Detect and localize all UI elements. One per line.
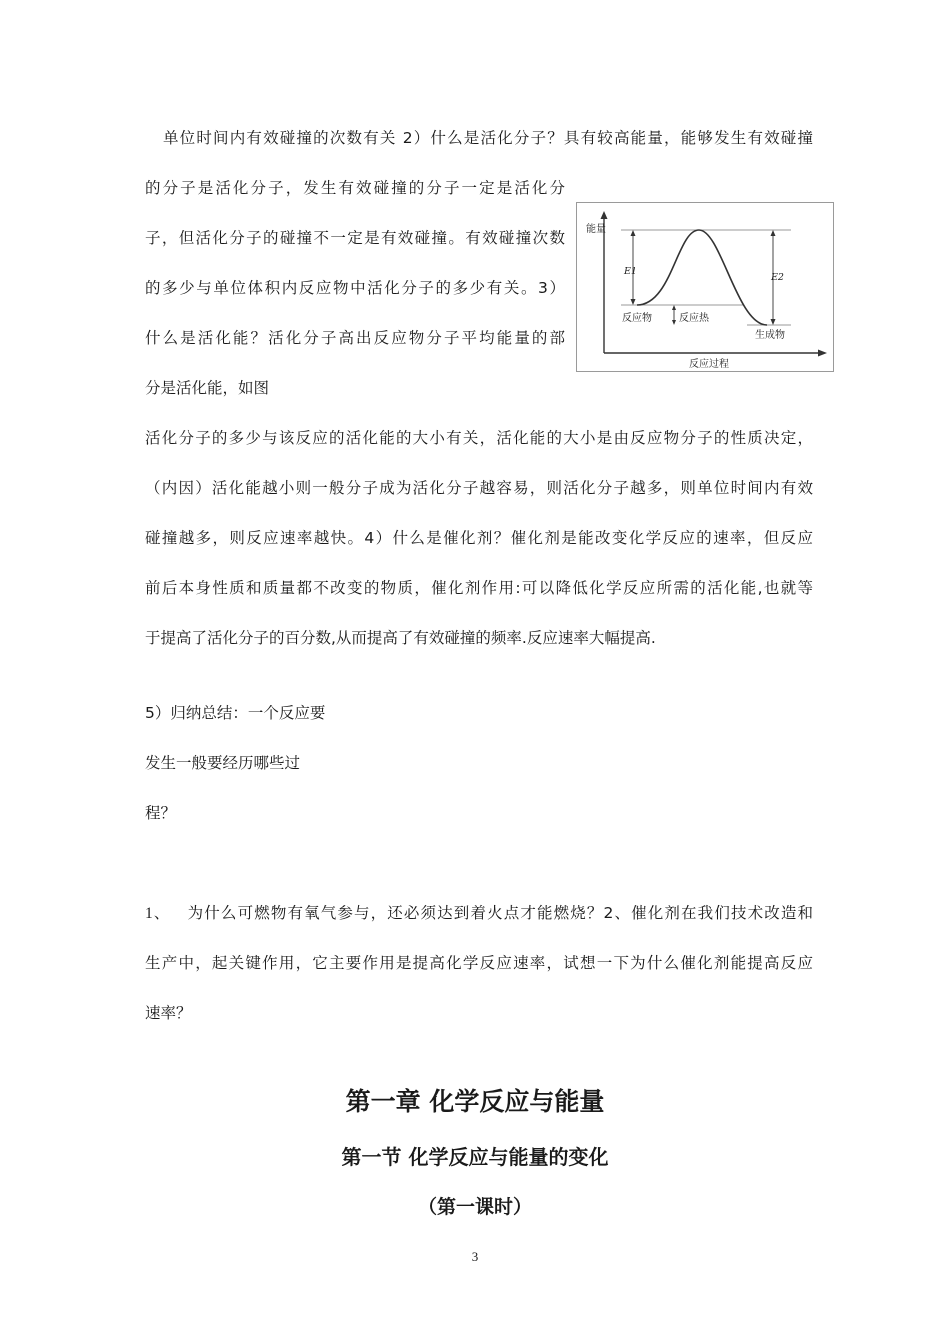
energy-diagram: [577, 203, 833, 371]
section-title: 第一节 化学反应与能量的变化: [341, 1145, 609, 1169]
y-axis-arrow-icon: [601, 211, 608, 219]
page-number: 3: [471, 1249, 479, 1264]
e1-arrow-down-icon: [631, 299, 636, 305]
e1-label: E1: [624, 266, 637, 277]
e2-arrow-up-icon: [771, 230, 776, 236]
e2-arrow-down-icon: [771, 319, 776, 325]
heat-label: 反应热: [679, 313, 709, 324]
paragraph-line: 活化分子的多少与该反应的活化能的大小有关，活化能的大小是由反应物分子的性质决定，: [145, 429, 813, 447]
paragraph-line: 5）归纳总结：一个反应要: [145, 704, 326, 722]
x-axis-arrow-icon: [818, 350, 827, 357]
paragraph-line: 的分子是活化分子，发生有效碰撞的分子一定是活化分: [145, 179, 565, 197]
heat-arrow-down-icon: [672, 320, 676, 325]
paragraph-line: 程？: [145, 804, 177, 822]
question-line: 速率？: [145, 1004, 192, 1022]
paragraph-line: 发生一般要经历哪些过: [145, 754, 301, 772]
x-axis-label: 反应过程: [689, 359, 729, 370]
paragraph-line: 于提高了活化分子的百分数,从而提高了有效碰撞的频率.反应速率大幅提高.: [145, 629, 656, 647]
paragraph-line: 什么是活化能？活化分子高出反应物分子平均能量的部: [145, 329, 565, 347]
paragraph-line: 前后本身性质和质量都不改变的物质，催化剂作用:可以降低化学反应所需的活化能,也就等: [145, 579, 813, 597]
question-line: [145, 903, 813, 924]
reactant-label: 反应物: [622, 313, 652, 324]
period-title: （第一课时）: [417, 1196, 532, 1218]
energy-diagram-figure: [576, 202, 834, 372]
heat-arrow-up-icon: [672, 305, 676, 310]
e1-arrow-up-icon: [631, 230, 636, 236]
paragraph-line: 分是活化能，如图: [145, 379, 270, 397]
paragraph-line: 单位时间内有效碰撞的次数有关 2）什么是活化分子？具有较高能量，能够发生有效碰撞: [163, 129, 813, 147]
question-line: 生产中，起关键作用，它主要作用是提高化学反应速率，试想一下为什么催化剂能提高反应: [145, 954, 813, 972]
product-label: 生成物: [755, 330, 785, 341]
y-axis-label: 能量: [586, 224, 606, 235]
question-number: 1、: [145, 905, 171, 922]
question-text: 为什么可燃物有氧气参与，还必须达到着火点才能燃烧？2、催化剂在我们技术改造和: [186, 904, 813, 922]
paragraph-line: 子，但活化分子的碰撞不一定是有效碰撞。有效碰撞次数: [145, 229, 565, 247]
paragraph-line: （内因）活化能越小则一般分子成为活化分子越容易，则活化分子越多，则单位时间内有效: [145, 479, 813, 497]
chapter-title: 第一章 化学反应与能量: [345, 1087, 605, 1116]
paragraph-line: 碰撞越多，则反应速率越快。4）什么是催化剂？催化剂是能改变化学反应的速率，但反应: [145, 529, 813, 547]
paragraph-line: 的多少与单位体积内反应物中活化分子的多少有关。3）: [145, 279, 565, 297]
energy-curve: [637, 230, 767, 325]
e2-label: E2: [771, 272, 784, 283]
